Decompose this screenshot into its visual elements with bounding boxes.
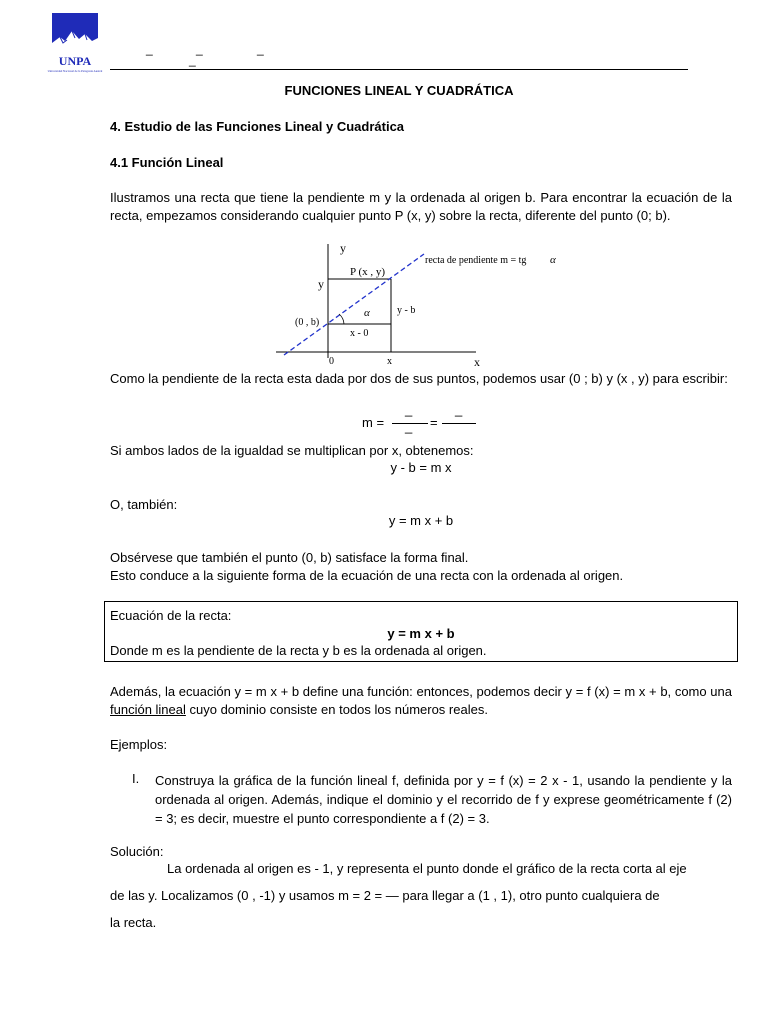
fraction-top: _ xyxy=(405,402,413,417)
eq-equals: = xyxy=(430,415,438,430)
observe-paragraph-1: Obsérvese que también el punto (0, b) satisface la forma final. xyxy=(110,550,469,565)
header-rule xyxy=(110,69,688,70)
point-p-label: P (x , y) xyxy=(350,266,386,278)
equation-2: y = m x + b xyxy=(388,513,454,528)
y-minus-b-label: y - b xyxy=(397,305,416,316)
origin-label: 0 xyxy=(329,356,334,367)
slope-equation xyxy=(362,402,482,439)
solution-line-2: de las y. Localizamos (0 , -1) y usamos m = 2 = — para llegar a (1 , 1), otro punto cualquiera de xyxy=(110,888,660,903)
slope-paragraph: Como la pendiente de la recta esta dada por dos de sus puntos, podemos usar (0 ; b) y (x , y) para escribir: xyxy=(110,371,728,386)
line-label: recta de pendiente m = tg xyxy=(425,255,527,266)
examples-heading: Ejemplos: xyxy=(110,737,168,752)
solution-line-1: La ordenada al origen es - 1, y representa el punto donde el gráfico de la recta corta al eje xyxy=(167,861,687,876)
section-heading: 4. Estudio de las Funciones Lineal y Cuadrática xyxy=(110,119,405,134)
function-lineal-term: función lineal xyxy=(110,702,186,717)
function-text-2: cuyo dominio consiste en todos los números reales. xyxy=(185,702,488,717)
x-minus-0-label: x - 0 xyxy=(350,328,369,339)
intro-paragraph: Ilustramos una recta que tiene la pendiente m y la ordenada al origen b. Para encontrar la ecuación de la recta, empezamos considerando cualquier punto P (x, y) sobre la recta, diferente del punto (0; b). xyxy=(110,190,732,223)
function-text-1: Además, la ecuación y = m x + b define una función: entonces, podemos decir y = f (x) = m x + b, como una xyxy=(110,684,732,699)
logo-text: UNPA xyxy=(58,54,92,68)
page-title: FUNCIONES LINEAL Y CUADRÁTICA xyxy=(284,83,514,98)
fraction-top: _ xyxy=(455,402,463,417)
example-1-text: Construya la gráfica de la función lineal f, definida por y = f (x) = 2 x - 1, usando la pendiente y la ordenada al origen. Además, indique el dominio y el recorrido de f y exprese geométricamente f (2) = 3; es decir, muestre el punto correspondiente a f (2) = 3. xyxy=(155,773,732,826)
box-equation: y = m x + b xyxy=(387,626,455,641)
line-label-alpha: α xyxy=(550,254,556,266)
solution-line-3: la recta. xyxy=(110,915,157,930)
equation-box xyxy=(104,601,738,662)
line-figure xyxy=(276,238,576,368)
box-label: Ecuación de la recta: xyxy=(110,608,232,623)
solution-heading: Solución: xyxy=(110,844,164,859)
multiply-paragraph: Si ambos lados de la igualdad se multiplican por x, obtenemos: xyxy=(110,443,474,458)
point-b-label: (0 , b) xyxy=(295,317,320,328)
y-tick-label: y xyxy=(318,277,324,291)
also-text: O, también: xyxy=(110,497,178,512)
fraction-bar xyxy=(442,423,476,424)
fraction-bottom: _ xyxy=(405,419,413,434)
header-dash: _ xyxy=(196,42,203,56)
example-number: I. xyxy=(132,771,140,786)
header-dash: _ xyxy=(146,42,153,56)
equation-1: y - b = m x xyxy=(390,460,452,475)
header-dash: _ xyxy=(189,53,196,67)
observe-paragraph-2: Esto conduce a la siguiente forma de la ecuación de una recta con la ordenada al origen. xyxy=(110,568,624,583)
function-paragraph xyxy=(110,683,732,719)
subsection-heading: 4.1 Función Lineal xyxy=(110,155,224,170)
x-axis-label: x xyxy=(474,355,480,369)
x-tick-label: x xyxy=(387,356,392,367)
box-note: Donde m es la pendiente de la recta y b es la ordenada al origen. xyxy=(110,643,487,658)
header-dash: _ xyxy=(257,42,264,56)
unpa-logo xyxy=(47,13,103,75)
alpha-label: α xyxy=(364,307,370,319)
eq-m-prefix: m = xyxy=(362,415,385,430)
logo-subtext: Universidad Nacional de la Patagonia Austral xyxy=(47,69,103,73)
y-axis-label: y xyxy=(340,241,346,255)
